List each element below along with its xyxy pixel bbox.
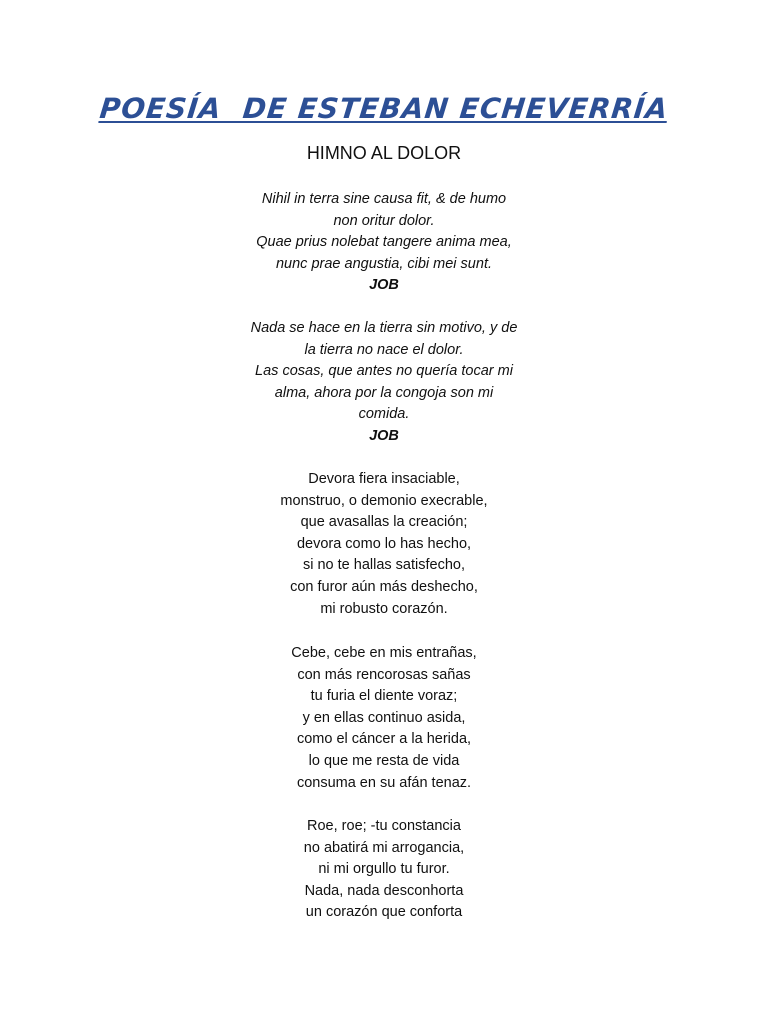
verse-line: monstruo, o demonio execrable, [280,492,488,509]
verse-line: con más rencorosas sañas [297,666,471,683]
verse-line: lo que me resta de vida [308,752,460,769]
document-heading: POESÍA DE ESTEBAN ECHEVERRÍA [98,92,670,125]
epigraph-latin [0,189,768,297]
epigraph-line: nunc prae angustia, cibi mei sunt. [275,255,492,272]
verse-line: con furor aún más deshecho, [290,578,478,595]
epigraph-line: alma, ahora por la congoja son mi [274,384,494,401]
epigraph-line: comida. [358,406,410,423]
verse-line: tu furia el diente voraz; [310,688,458,705]
epigraph-attribution: JOB [369,277,399,294]
epigraph-line: non oritur dolor. [333,212,435,229]
verse-line: que avasallas la creación; [300,514,468,531]
verse-line: y en ellas continuo asida, [302,709,466,726]
verse-line: Devora fiera insaciable, [308,471,460,487]
poem-title: HIMNO AL DOLOR [306,143,462,163]
stanza-1 [0,469,768,620]
verse-line: si no te hallas satisfecho, [302,557,465,574]
epigraph-spanish [0,318,768,448]
stanza-2 [0,643,768,794]
epigraph-line: Quae prius nolebat tangere anima mea, [256,234,512,251]
stanza-3 [0,816,768,924]
epigraph-line: la tierra no nace el dolor. [304,341,464,358]
verse-line: un corazón que conforta [305,904,463,921]
verse-line: consuma en su afán tenaz. [296,774,472,791]
verse-line: Roe, roe; -tu constancia [307,818,461,834]
verse-line: Nada, nada desconhorta [304,882,464,899]
epigraph-line: Nihil in terra sine causa fit, & de humo [261,191,507,207]
verse-line: no abatirá mi arrogancia, [303,839,465,856]
verse-line: ni mi orgullo tu furor. [318,861,450,878]
verse-line: devora como lo has hecho, [296,535,472,552]
epigraph-line: Las cosas, que antes no quería tocar mi [255,363,513,380]
epigraph-line: Nada se hace en la tierra sin motivo, y de [250,320,518,336]
verse-line: como el cáncer a la herida, [296,731,472,748]
verse-line: Cebe, cebe en mis entrañas, [291,645,477,661]
epigraph-attribution: JOB [369,427,399,444]
verse-line: mi robusto corazón. [320,600,448,617]
